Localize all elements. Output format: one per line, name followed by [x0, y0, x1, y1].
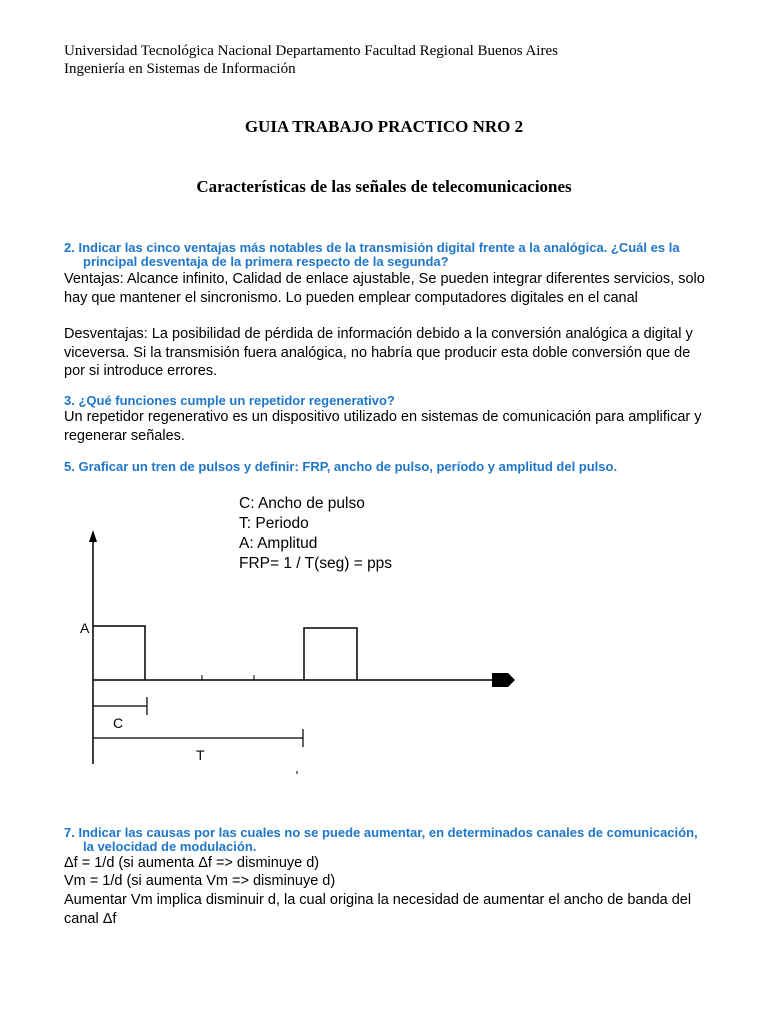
header-department: Ingeniería en Sistemas de Información	[64, 61, 296, 77]
question-2-line2: principal desventaja de la primera respecto de la segunda?	[83, 254, 449, 269]
answer-7-conclusion: Aumentar Vm implica disminuir d, la cual origina la necesidad de aumentar el ancho de banda del canal Δf	[64, 892, 692, 927]
pulse-width-label: C	[113, 715, 124, 731]
answer-3: Un repetidor regenerativo es un dispositivo utilizado en sistemas de comunicación para amplificar y regenerar señales.	[64, 409, 702, 444]
legend-frp-formula: FRP= 1 / T(seg) = pps	[239, 555, 393, 572]
page-title: GUIA TRABAJO PRACTICO NRO 2	[244, 117, 524, 136]
question-7-line1: 7. Indicar las causas por las cuales no se puede aumentar, en determinados canales de comunicación,	[64, 825, 698, 840]
amplitude-label: A	[80, 620, 90, 636]
legend-pulse-width: C: Ancho de pulso	[239, 495, 365, 512]
pulse-1	[93, 626, 145, 680]
question-5: 5. Graficar un tren de pulsos y definir: FRP, ancho de pulso, período y amplitud del pulso.	[64, 459, 618, 474]
legend-amplitude: A: Amplitud	[239, 535, 318, 552]
question-7	[64, 826, 714, 854]
legend-period: T: Periodo	[239, 515, 309, 532]
question-3: 3. ¿Qué funciones cumple un repetidor regenerativo?	[64, 393, 395, 408]
y-axis-arrow-icon	[89, 530, 97, 542]
answer-2-desventajas: Desventajas: La posibilidad de pérdida de información debido a la conversión analógica a digital y viceversa. Si la transmisión fuera analógica, no habría que producir esta doble conversión que de por si introduce errores.	[64, 326, 693, 379]
x-axis-arrow-icon	[492, 673, 515, 687]
period-label: T	[196, 747, 205, 763]
page-subtitle: Características de las señales de telecomunicaciones	[196, 177, 572, 196]
pulse-2	[304, 628, 357, 680]
question-2-line1: 2. Indicar las cinco ventajas más notables de la transmisión digital frente a la analógica. ¿Cuál es la	[64, 240, 680, 255]
formula-modulation: Vm = 1/d (si aumenta Vm => disminuye d)	[64, 873, 336, 889]
header-institution: Universidad Tecnológica Nacional Departamento Facultad Regional Buenos Aires	[64, 43, 558, 59]
answer-2-ventajas: Ventajas: Alcance infinito, Calidad de enlace ajustable, Se pueden integrar diferentes servicios, solo hay que mantener el sincronismo. Lo pueden emplear computadores digitales en el canal	[64, 271, 705, 306]
formula-bandwidth: Δf = 1/d (si aumenta Δf => disminuye d)	[64, 855, 320, 871]
question-7-line2: la velocidad de modulación.	[83, 839, 257, 854]
